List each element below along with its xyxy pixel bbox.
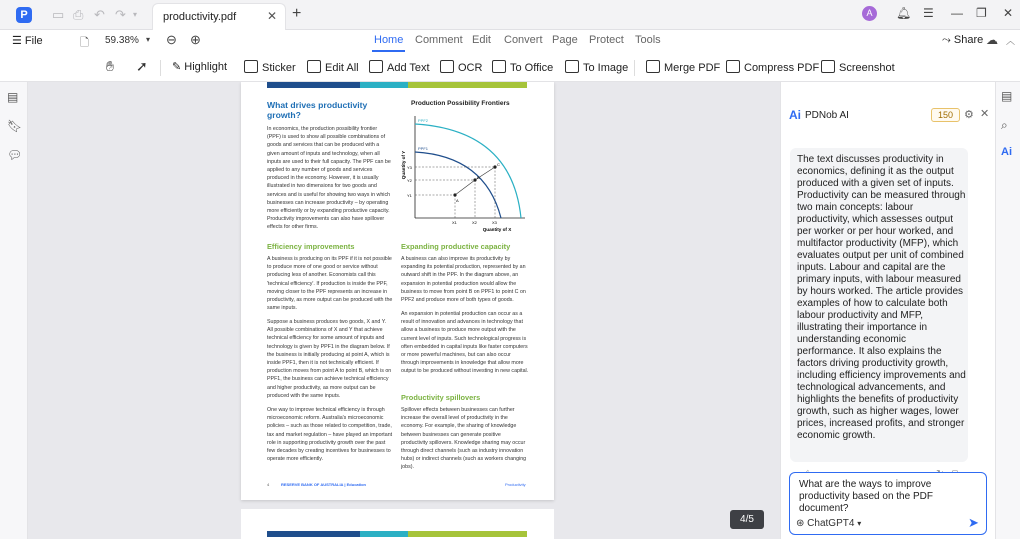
y3-label: Y3 bbox=[407, 165, 412, 170]
office-icon bbox=[492, 60, 506, 73]
tab-convert[interactable]: Convert bbox=[504, 34, 543, 46]
page-indicator: 4/5 bbox=[730, 510, 764, 529]
heading-efficiency: Efficiency improvements bbox=[267, 242, 355, 251]
collapse-icon[interactable]: ︿ bbox=[1006, 36, 1016, 46]
arrow-a-b bbox=[455, 180, 475, 195]
y-axis-label: Quantity of Y bbox=[401, 150, 406, 180]
pdf-page bbox=[241, 82, 554, 500]
sticker-label: Sticker bbox=[262, 62, 296, 74]
ocr-label: OCR bbox=[458, 62, 483, 74]
zoom-in-icon[interactable]: ⊕ bbox=[190, 32, 201, 47]
close-window-icon[interactable]: ✕ bbox=[1003, 6, 1014, 20]
heading-spillovers: Productivity spillovers bbox=[401, 393, 481, 402]
avatar[interactable]: A bbox=[862, 6, 877, 21]
compress-icon bbox=[726, 60, 740, 73]
color-bar bbox=[360, 531, 408, 537]
close-icon[interactable]: ✕ bbox=[980, 108, 990, 120]
para-intro: In economics, the production possibility frontier (PPF) is used to show all possible combinations of goods and services that can be produced with a given amount of inputs and technology, when all inputs are used to their full capacity. The PPF can be applied to any number of goods and services produced in the economy. However, it is usually illustrated in two dimensions for two goods and services and is useful for showing two ways in which businesses can increase productivity – by operating more efficiently or by expanding productive capacity. Productivity improvements can also have spillover effects for other firms. bbox=[267, 126, 391, 231]
screenshot-button[interactable] bbox=[821, 60, 895, 74]
ppf2-label: PPF2 bbox=[418, 118, 429, 123]
model-selector[interactable] bbox=[796, 518, 861, 529]
to-image-button[interactable] bbox=[565, 60, 628, 74]
tab-tools[interactable]: Tools bbox=[635, 34, 661, 46]
chevron-down-icon[interactable]: ▾ bbox=[133, 10, 138, 19]
redo-icon[interactable]: ↷ bbox=[115, 7, 126, 22]
color-bar bbox=[267, 531, 360, 537]
highlight-button[interactable] bbox=[172, 60, 227, 73]
screenshot-label: Screenshot bbox=[839, 62, 895, 74]
ai-logo-icon: Ai bbox=[789, 108, 801, 122]
tab-page[interactable]: Page bbox=[552, 34, 578, 46]
highlight-icon: ✎ bbox=[172, 61, 185, 73]
add-text-icon bbox=[369, 60, 383, 73]
bell-icon[interactable]: 🔔︎ bbox=[896, 6, 912, 20]
document-viewer[interactable] bbox=[28, 82, 780, 539]
select-tool-icon[interactable]: ➚ bbox=[136, 58, 148, 74]
share-button[interactable] bbox=[942, 34, 983, 47]
merge-pdf-button[interactable] bbox=[646, 60, 720, 74]
undo-icon[interactable]: ↶ bbox=[94, 7, 105, 22]
file-label: File bbox=[24, 35, 43, 47]
add-text-button[interactable] bbox=[369, 60, 430, 74]
point-c-label: C bbox=[497, 162, 500, 167]
bookmark-icon[interactable]: 🔖︎ bbox=[7, 119, 23, 133]
add-text-label: Add Text bbox=[387, 62, 430, 74]
para-efficiency-3: One way to improve technical efficiency is through microeconomic reform. Australia's microeconomic policies – such as those related to competition, trade, tax and market regulation – have played an important role in supporting productivity growth over the past few decades by creating incentives for businesses to operate more efficiently. bbox=[267, 407, 393, 463]
to-office-button[interactable] bbox=[492, 60, 553, 74]
app-logo-icon: P bbox=[16, 7, 32, 23]
ai-response-bubble bbox=[790, 148, 968, 462]
highlight-label: Highlight bbox=[184, 61, 228, 73]
color-bar bbox=[408, 82, 527, 88]
cloud-icon[interactable]: ☁ bbox=[986, 33, 998, 47]
title-bar bbox=[0, 0, 1020, 30]
y2-label: Y2 bbox=[407, 178, 412, 183]
toolbar-divider bbox=[160, 60, 161, 76]
color-bar bbox=[360, 82, 408, 88]
image-icon bbox=[565, 60, 579, 73]
tab-home[interactable]: Home bbox=[374, 34, 404, 46]
save-icon[interactable]: ▭ bbox=[52, 7, 65, 22]
tab-title: productivity.pdf bbox=[163, 11, 237, 23]
tab-protect[interactable]: Protect bbox=[589, 34, 624, 46]
toolbar bbox=[0, 52, 1020, 82]
ai-panel bbox=[780, 82, 995, 539]
para-efficiency-1: A business is producing on its PPF if it is not possible to produce more of one good or service without producing less of another. Economists call this 'technical efficiency'. If production is inside the PPF, moving closer to the PPF represents an increase in productivity, as more output can be produced with the same inputs. bbox=[267, 256, 393, 312]
search-icon[interactable]: ⌕ bbox=[1001, 118, 1008, 132]
y1-label: Y1 bbox=[407, 193, 412, 198]
page-color-bars bbox=[267, 531, 527, 537]
gear-icon[interactable]: ⚙ bbox=[964, 109, 974, 121]
credits-badge[interactable] bbox=[931, 108, 960, 122]
compress-pdf-label: Compress PDF bbox=[744, 62, 820, 74]
model-icon: ⊛ bbox=[796, 518, 808, 529]
ppf1-label: PPF1 bbox=[418, 146, 429, 151]
page-icon[interactable]: 🗋 bbox=[80, 37, 89, 49]
compress-pdf-button[interactable] bbox=[726, 60, 819, 74]
ai-response-text: The text discusses productivity in economics, defining it as the output produced with a given set of inputs. Productivity can be measured through two main concepts: labour productivity, which assesses output per worker or per hour worked, and multifactor productivity (MFP), which evaluates output per unit of combined inputs. Labour and capital are the primary inputs, with labour measured by hours worked. The article provides examples of how to calculate both labour productivity and MFP, illustrating their importance in understanding economic performance. It also explains the factors driving productivity growth, including efficiency improvements and technological advancements, and highlights the benefits of productivity growth, such as higher wages, lower prices, increased profits, and stronger economic growth. bbox=[797, 154, 966, 441]
zoom-dropdown-icon[interactable]: ▾ bbox=[146, 35, 151, 44]
chevron-down-icon: ▾ bbox=[857, 519, 862, 528]
page-color-bars bbox=[267, 82, 527, 88]
point-a-label: A bbox=[456, 198, 459, 203]
hand-tool-icon[interactable]: ✋︎ bbox=[106, 58, 114, 74]
send-icon[interactable]: ➤ bbox=[968, 515, 979, 530]
x1-label: X1 bbox=[452, 220, 457, 225]
minimize-icon[interactable]: — bbox=[951, 6, 963, 20]
tab-comment[interactable]: Comment bbox=[415, 34, 463, 46]
menu-bar bbox=[0, 30, 1020, 52]
edit-all-button[interactable] bbox=[307, 60, 359, 74]
comments-icon[interactable]: 💬︎ bbox=[7, 148, 23, 162]
tab-document[interactable] bbox=[152, 3, 286, 30]
footer-left: RESERVE BANK OF AUSTRALIA | Education bbox=[281, 482, 366, 487]
ppf2-curve bbox=[415, 124, 521, 218]
pdf-page-next bbox=[241, 509, 554, 539]
ocr-icon bbox=[440, 60, 454, 73]
edit-icon bbox=[307, 60, 321, 73]
edit-all-label: Edit All bbox=[325, 62, 359, 74]
heading-main: What drives productivity growth? bbox=[267, 100, 368, 120]
to-image-label: To Image bbox=[583, 62, 629, 74]
print-icon[interactable]: ⎙ bbox=[73, 7, 84, 22]
page-number: 4 bbox=[267, 482, 270, 487]
footer-right: Productivity bbox=[505, 482, 526, 487]
point-a bbox=[453, 193, 456, 196]
screenshot-icon bbox=[821, 60, 835, 73]
model-label: ChatGPT4 bbox=[807, 518, 855, 529]
chart-title: Production Possibility Frontiers bbox=[411, 100, 510, 107]
ppf-diagram bbox=[397, 110, 532, 238]
credits-value: 150 bbox=[937, 110, 954, 120]
file-menu[interactable]: ☰ File bbox=[12, 35, 43, 47]
sticker-button[interactable] bbox=[244, 60, 296, 74]
point-b-label: B bbox=[477, 175, 480, 180]
close-tab-icon[interactable]: ✕ bbox=[266, 9, 277, 23]
x3-label: X3 bbox=[492, 220, 497, 225]
thumbnails-icon[interactable]: ▤ bbox=[7, 90, 19, 104]
merge-pdf-label: Merge PDF bbox=[664, 62, 721, 74]
merge-icon bbox=[646, 60, 660, 73]
question-input[interactable] bbox=[789, 472, 987, 535]
para-efficiency-2: Suppose a business produces two goods, X and Y. All possible combinations of X and Y that achieve technical efficiency for some amount of inputs and technology is given by PPF1 in the diagram below. If the business is initially producing at point A, which is inside PPF1, then it is not technically efficient. If production moves from point A to point B, which is on PPF1, the business can achieve technical efficiency and higher productivity, as more output can be produced with the same inputs. bbox=[267, 319, 392, 399]
properties-icon[interactable]: ▤ bbox=[1001, 89, 1013, 103]
menu-icon[interactable]: ☰ bbox=[923, 6, 934, 20]
ai-panel-title: PDNob AI bbox=[805, 110, 849, 121]
question-text[interactable]: What are the ways to improve productivity based on the PDF document? bbox=[799, 479, 933, 514]
para-capacity-2: An expansion in potential production can occur as a result of innovation and advances in technology that allow a business to produce more output with the current level of inputs. Such technological progress is often embedded in capital inputs like faster computers or more powerful machines, but can also occur through improvements in knowledge that allow more output to be produced without investing in new capital. bbox=[401, 311, 529, 375]
zoom-value[interactable]: 59.38% bbox=[105, 35, 139, 46]
ocr-button[interactable] bbox=[440, 60, 482, 74]
para-capacity-1: A business can also improve its productivity by expanding its potential production, represented by an outward shift in the PPF. In the diagram above, an expansion in potential production would allow the business to move from point B on PPF1 to point C on PPF2 and produce more of both types of goods. bbox=[401, 256, 526, 304]
to-office-label: To Office bbox=[510, 62, 554, 74]
share-label: Share bbox=[953, 34, 984, 46]
ai-assistant-icon[interactable]: Ai bbox=[1001, 146, 1012, 158]
share-icon: ⤳ bbox=[942, 34, 951, 46]
color-bar bbox=[267, 82, 360, 88]
heading-capacity: Expanding productive capacity bbox=[401, 242, 511, 251]
restore-icon[interactable]: ❐ bbox=[976, 6, 987, 20]
zoom-out-icon[interactable]: ⊖ bbox=[166, 32, 177, 47]
new-tab-button[interactable]: + bbox=[292, 5, 302, 22]
x-axis-label: Quantity of X bbox=[482, 227, 512, 232]
toolbar-divider bbox=[634, 60, 635, 76]
tab-edit[interactable]: Edit bbox=[472, 34, 491, 46]
color-bar bbox=[408, 531, 527, 537]
sticker-icon bbox=[244, 60, 258, 73]
x2-label: X2 bbox=[472, 220, 477, 225]
ppf1-curve bbox=[415, 152, 501, 218]
para-spillovers: Spillover effects between businesses can further increase the overall level of productivity in the economy. For example, the sharing of knowledge between businesses can generate positive productivity spillovers. Knowledge sharing may occur through direct channels (such as industry innovation hubs) or indirect channels (such as workers changing jobs). bbox=[401, 407, 527, 471]
left-sidebar bbox=[0, 82, 28, 539]
right-sidebar bbox=[995, 82, 1020, 539]
